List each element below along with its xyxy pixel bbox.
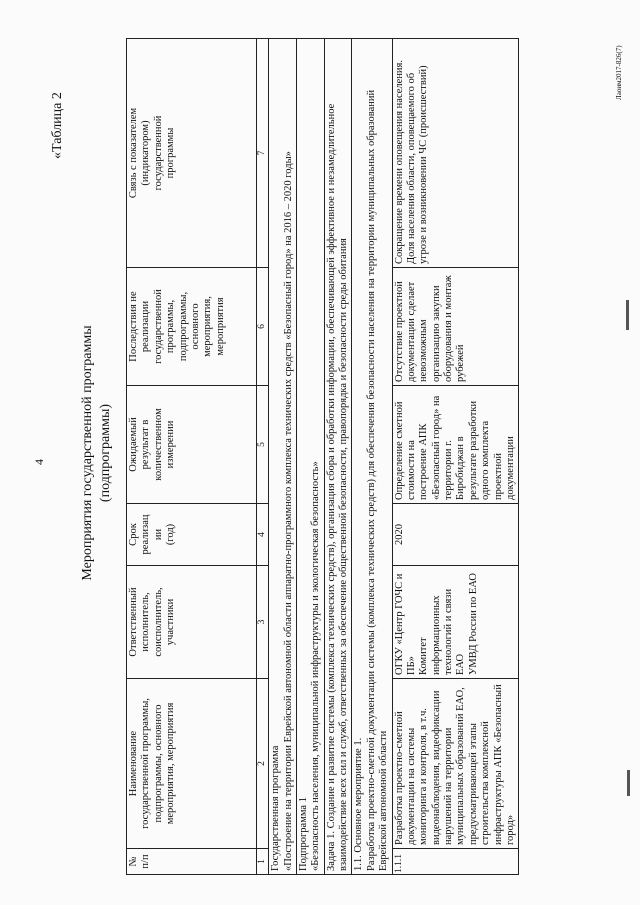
item-number: 1.1.1 <box>392 849 519 875</box>
table-label: «Таблица 2 <box>50 92 65 159</box>
header-consequences <box>127 268 257 386</box>
column-number: 3 <box>257 566 269 679</box>
item-result: Определение сметной стоимости на построение АПК «Безопасный город» на территории г. Биробиджан в результате разработки одного комплекта проектной документации <box>392 386 519 504</box>
header-name <box>127 679 257 849</box>
gov-program-cell <box>269 39 297 875</box>
header-cell-3: Ответственный исполнитель, соисполнитель, участники <box>128 587 177 657</box>
header-cell-5: Ожидаемый результат в количественном измерении <box>128 408 177 481</box>
item-term: 2020 <box>392 504 519 566</box>
header-cell-4: Срок реализац ии (год) <box>128 514 177 555</box>
column-number: 2 <box>257 679 269 849</box>
main-event-row <box>352 39 392 875</box>
subprogram-text: Подпрограмма 1 «Безопасность населения, муниципальной инфраструктуры и экологическая безопасность» <box>297 461 322 871</box>
column-number: 6 <box>257 268 269 386</box>
item-executors-text: ОГКУ «Центр ГОЧС и ПБ» Комитет информационных технологий и связи ЕАО УМВД России по ЕАО <box>393 573 479 675</box>
task-row <box>324 39 352 875</box>
document-title: Мероприятия государственной программы <box>80 325 95 581</box>
header-num <box>127 849 257 875</box>
item-consequences: Отсутствие проектной документации сделает невозможным организацию закупки оборудования и монтаж рубежей <box>392 268 519 386</box>
table-header-row <box>127 39 257 875</box>
header-cell-7: Связь с показателем (индикатором) государственной программы <box>128 107 177 199</box>
footer-code: Лаоим2017-826(7) <box>615 45 623 100</box>
header-cell-2: Наименование государственной программы, подпрограммы, основного мероприятия, мероприятия <box>128 698 177 829</box>
rotated-page <box>18 13 628 893</box>
gov-program-text: Государственная программа «Построение на территории Еврейской автономной области аппаратно-программного комплекса технических средств «Безопасный город» на 2016 – 2020 годы» <box>270 151 294 871</box>
item-name: Разработка проектно-сметной документации на системы мониторинга и контроля, в т.ч. видеонаблюдения, видеофиксации нарушений на территории муниципальных образований ЕАО, предусматривающей этапы строительства комплексной инфраструктуры АПК «Безопасный город» <box>392 679 519 849</box>
subprogram-cell <box>296 39 324 875</box>
gov-program-row <box>269 39 297 875</box>
header-cell-6: Последствия не реализации государственной программы, подпрограммы, основного мероприятия, мероприятия <box>128 289 226 364</box>
scan-shadow-mark <box>626 300 629 330</box>
main-event-text: 1.1. Основное мероприятие 1. Разработка проектно-сметной документации системы (комплекса технических средств) для обеспечения безопасности населения на территории муниципальных образований Еврейской автономной области <box>353 89 390 871</box>
scan-shadow-mark <box>627 770 630 796</box>
document-subtitle: (подпрограммы) <box>98 403 113 503</box>
header-link <box>127 39 257 268</box>
header-term <box>127 504 257 566</box>
column-number-row <box>257 39 269 875</box>
column-number: 4 <box>257 504 269 566</box>
column-number: 5 <box>257 386 269 504</box>
item-row <box>392 39 519 875</box>
page-number: 4 <box>32 459 46 465</box>
header-cell-1: № п/п <box>128 854 152 869</box>
task-cell: Задача 1. Создание и развитие системы (комплекса технических средств), организация сбора и обработки информации, обеспечивающей эффективное и незамедлительное взаимодействие всех сил и служб, ответственных за обеспечение общественной безопасности, правопорядка и безопасности среды обитания <box>324 39 352 875</box>
main-event-cell <box>352 39 392 875</box>
events-table <box>126 38 519 875</box>
column-number: 7 <box>257 39 269 268</box>
item-executors <box>392 566 519 679</box>
header-result <box>127 386 257 504</box>
subprogram-row <box>296 39 324 875</box>
header-executor <box>127 566 257 679</box>
column-number: 1 <box>257 849 269 875</box>
item-link: Сокращение времени оповещения населения. Доля населения области, оповещаемого об угрозе и возникновении ЧС (происшествий) <box>392 39 519 268</box>
